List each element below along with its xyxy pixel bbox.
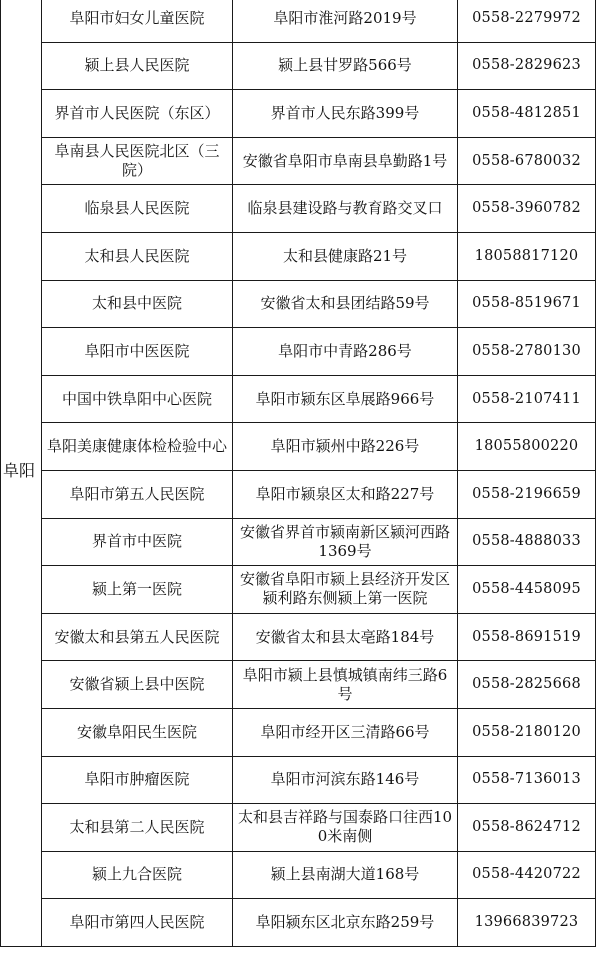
table-row bbox=[1, 756, 596, 804]
table-row bbox=[1, 899, 596, 947]
table-row bbox=[1, 518, 596, 566]
hospital-name-cell: 太和县人民医院 bbox=[42, 232, 233, 280]
hospital-name-cell: 界首市人民医院（东区） bbox=[42, 90, 233, 138]
hospital-name-cell: 安徽阜阳民生医院 bbox=[42, 708, 233, 756]
hospital-address-cell: 阜阳市颍州中路226号 bbox=[233, 423, 458, 471]
hospital-address-cell: 阜阳颍东区北京东路259号 bbox=[233, 899, 458, 947]
table-row bbox=[1, 708, 596, 756]
hospital-phone-cell: 0558-2279972 bbox=[458, 0, 596, 42]
hospital-address-cell: 阜阳市中青路286号 bbox=[233, 328, 458, 376]
hospital-phone-cell: 0558-2780130 bbox=[458, 328, 596, 376]
table-row bbox=[1, 470, 596, 518]
table-row bbox=[1, 280, 596, 328]
table-row bbox=[1, 185, 596, 233]
hospital-phone-cell: 0558-7136013 bbox=[458, 756, 596, 804]
hospital-table-body bbox=[1, 0, 596, 946]
hospital-name-cell: 阜南县人民医院北区（三院） bbox=[42, 137, 233, 185]
hospital-name-cell: 太和县中医院 bbox=[42, 280, 233, 328]
hospital-name-cell: 颍上第一医院 bbox=[42, 566, 233, 614]
table-row bbox=[1, 661, 596, 709]
region-cell: 阜阳 bbox=[1, 0, 42, 946]
hospital-phone-cell: 13966839723 bbox=[458, 899, 596, 947]
table-row bbox=[1, 137, 596, 185]
hospital-address-cell: 颍上县南湖大道168号 bbox=[233, 851, 458, 899]
table-row bbox=[1, 566, 596, 614]
hospital-name-cell: 界首市中医院 bbox=[42, 518, 233, 566]
hospital-name-cell: 临泉县人民医院 bbox=[42, 185, 233, 233]
hospital-address-cell: 安徽省阜阳市阜南县阜勤路1号 bbox=[233, 137, 458, 185]
table-row bbox=[1, 804, 596, 852]
hospital-name-cell: 颍上九合医院 bbox=[42, 851, 233, 899]
table-row bbox=[1, 375, 596, 423]
hospital-address-cell: 阜阳市颍东区阜展路966号 bbox=[233, 375, 458, 423]
hospital-address-cell: 太和县吉祥路与国泰路口往西100米南侧 bbox=[233, 804, 458, 852]
hospital-address-cell: 安徽省太和县太亳路184号 bbox=[233, 613, 458, 661]
hospital-address-cell: 阜阳市河滨东路146号 bbox=[233, 756, 458, 804]
hospital-name-cell: 颍上县人民医院 bbox=[42, 42, 233, 90]
hospital-phone-cell: 0558-4458095 bbox=[458, 566, 596, 614]
hospital-address-cell: 阜阳市颍上县慎城镇南纬三路6号 bbox=[233, 661, 458, 709]
hospital-name-cell: 安徽太和县第五人民医院 bbox=[42, 613, 233, 661]
hospital-phone-cell: 0558-6780032 bbox=[458, 137, 596, 185]
hospital-phone-cell: 0558-2107411 bbox=[458, 375, 596, 423]
table-row bbox=[1, 423, 596, 471]
hospital-phone-cell: 0558-4812851 bbox=[458, 90, 596, 138]
hospital-phone-cell: 0558-8691519 bbox=[458, 613, 596, 661]
hospital-phone-cell: 18055800220 bbox=[458, 423, 596, 471]
hospital-address-cell: 太和县健康路21号 bbox=[233, 232, 458, 280]
hospital-name-cell: 安徽省颍上县中医院 bbox=[42, 661, 233, 709]
table-row bbox=[1, 613, 596, 661]
hospital-phone-cell: 0558-2180120 bbox=[458, 708, 596, 756]
hospital-name-cell: 阜阳市中医医院 bbox=[42, 328, 233, 376]
hospital-phone-cell: 0558-8624712 bbox=[458, 804, 596, 852]
hospital-phone-cell: 0558-2829623 bbox=[458, 42, 596, 90]
table-row bbox=[1, 42, 596, 90]
table-row bbox=[1, 328, 596, 376]
hospital-phone-cell: 0558-4420722 bbox=[458, 851, 596, 899]
hospital-name-cell: 阜阳市肿瘤医院 bbox=[42, 756, 233, 804]
hospital-address-cell: 阜阳市淮河路2019号 bbox=[233, 0, 458, 42]
hospital-address-cell: 界首市人民东路399号 bbox=[233, 90, 458, 138]
hospital-name-cell: 阜阳市第四人民医院 bbox=[42, 899, 233, 947]
hospital-phone-cell: 0558-4888033 bbox=[458, 518, 596, 566]
hospital-name-cell: 阜阳市妇女儿童医院 bbox=[42, 0, 233, 42]
hospital-address-cell: 安徽省太和县团结路59号 bbox=[233, 280, 458, 328]
hospital-address-cell: 颍上县甘罗路566号 bbox=[233, 42, 458, 90]
hospital-phone-cell: 0558-8519671 bbox=[458, 280, 596, 328]
hospital-name-cell: 中国中铁阜阳中心医院 bbox=[42, 375, 233, 423]
hospital-address-cell: 安徽省界首市颍南新区颍河西路1369号 bbox=[233, 518, 458, 566]
hospital-phone-cell: 0558-2825668 bbox=[458, 661, 596, 709]
hospital-phone-cell: 18058817120 bbox=[458, 232, 596, 280]
hospital-phone-cell: 0558-2196659 bbox=[458, 470, 596, 518]
hospital-name-cell: 阜阳市第五人民医院 bbox=[42, 470, 233, 518]
hospital-phone-cell: 0558-3960782 bbox=[458, 185, 596, 233]
table-row bbox=[1, 0, 596, 42]
table-row bbox=[1, 90, 596, 138]
hospital-name-cell: 阜阳美康健康体检检验中心 bbox=[42, 423, 233, 471]
hospital-address-cell: 安徽省阜阳市颍上县经济开发区颍利路东侧颍上第一医院 bbox=[233, 566, 458, 614]
table-row bbox=[1, 851, 596, 899]
hospital-address-cell: 阜阳市经开区三清路66号 bbox=[233, 708, 458, 756]
table-row bbox=[1, 232, 596, 280]
hospital-address-cell: 临泉县建设路与教育路交叉口 bbox=[233, 185, 458, 233]
hospital-address-cell: 阜阳市颍泉区太和路227号 bbox=[233, 470, 458, 518]
hospital-name-cell: 太和县第二人民医院 bbox=[42, 804, 233, 852]
